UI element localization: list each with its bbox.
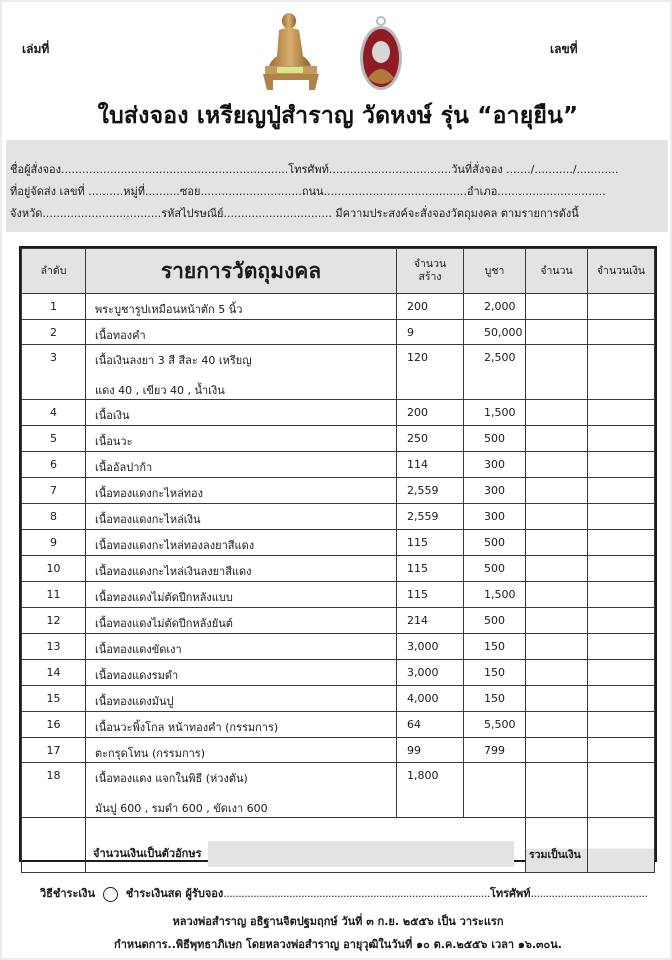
row-number: 6 <box>22 452 86 478</box>
total-label: รวมเป็นเงิน <box>529 849 581 861</box>
order-form-page <box>2 2 670 958</box>
row-order-qty-input[interactable] <box>526 763 588 818</box>
row-quantity-made: 2,559 <box>397 504 464 530</box>
table-row <box>22 763 655 818</box>
row-price: 799 <box>464 738 526 763</box>
row-item-line1: เนื้อเงิน <box>95 409 130 422</box>
table-row <box>22 320 655 345</box>
row-price: 150 <box>464 686 526 712</box>
row-amount-input[interactable] <box>588 530 655 556</box>
row-amount-input[interactable] <box>588 320 655 345</box>
row-quantity-made: 4,000 <box>397 686 464 712</box>
row-item-description <box>86 478 397 504</box>
cash-payment-radio[interactable] <box>103 887 118 902</box>
row-item-line1: เนื้อทองแดงกะไหล่เงิน <box>95 513 201 526</box>
page-title: ใบส่งจอง เหรียญปู่สำราญ วัดหงษ์ รุ่น “อายุยืน” <box>97 103 579 129</box>
row-item-description <box>86 400 397 426</box>
row-amount-input[interactable] <box>588 345 655 400</box>
customer-name-phone-date-line[interactable]: ชื่อผู้สั่งจอง.................................................................โทรศัพท์...................................วันที่สั่งจอง ......./.........../............ <box>10 163 619 176</box>
medal-image <box>358 16 404 92</box>
row-order-qty-input[interactable] <box>526 582 588 608</box>
footer-ceremony-schedule: กำหนดการ..พิธีพุทธาภิเษก โดยหลวงพ่อสำราญ อายุวุฒิในวันที่ ๑๐ ต.ค.๒๕๕๖ เวลา ๑๖.๓๐น. <box>114 938 562 951</box>
row-order-qty-input[interactable] <box>526 556 588 582</box>
row-amount-input[interactable] <box>588 556 655 582</box>
row-order-qty-input[interactable] <box>526 608 588 634</box>
total-amount-input[interactable] <box>588 818 655 873</box>
row-quantity-made: 115 <box>397 530 464 556</box>
table-row <box>22 582 655 608</box>
row-item-description <box>86 504 397 530</box>
row-quantity-made: 200 <box>397 400 464 426</box>
table-row <box>22 530 655 556</box>
row-amount-input[interactable] <box>588 738 655 763</box>
row-price: 2,500 <box>464 345 526 400</box>
row-order-qty-input[interactable] <box>526 294 588 320</box>
receiver-name-field[interactable]: ......................................................................................... <box>223 887 490 900</box>
header-price: บูชา <box>464 249 526 294</box>
row-number: 3 <box>22 345 86 400</box>
row-item-description <box>86 320 397 345</box>
row-price: 300 <box>464 452 526 478</box>
row-order-qty-input[interactable] <box>526 712 588 738</box>
row-item-line1: เนื้อทองแดงมันปู <box>95 695 174 708</box>
form-number-label: เลขที่ <box>550 42 578 56</box>
row-item-description <box>86 608 397 634</box>
row-order-qty-input[interactable] <box>526 504 588 530</box>
row-amount-input[interactable] <box>588 452 655 478</box>
row-number: 1 <box>22 294 86 320</box>
row-quantity-made: 200 <box>397 294 464 320</box>
row-quantity-made: 99 <box>397 738 464 763</box>
row-item-line1: เนื้อทองคำ <box>95 329 146 342</box>
order-table-frame <box>19 246 657 862</box>
row-order-qty-input[interactable] <box>526 738 588 763</box>
row-quantity-made: 250 <box>397 426 464 452</box>
payment-line <box>40 884 670 902</box>
row-item-description <box>86 660 397 686</box>
amount-in-words-label: จำนวนเงินเป็นตัวอักษร <box>93 847 202 860</box>
row-amount-input[interactable] <box>588 504 655 530</box>
row-number: 13 <box>22 634 86 660</box>
row-item-description <box>86 452 397 478</box>
row-price: 500 <box>464 556 526 582</box>
order-items-table <box>21 248 655 873</box>
header-made-line1: จำนวน <box>413 258 447 270</box>
row-number: 7 <box>22 478 86 504</box>
row-amount-input[interactable] <box>588 608 655 634</box>
row-order-qty-input[interactable] <box>526 345 588 400</box>
row-item-description <box>86 582 397 608</box>
footer-blessing-note: หลวงพ่อสำราญ อธิฐานจิตปฐมฤกษ์ วันที่ ๓ ก.ย. ๒๕๕๖ เป็น วาระแรก <box>172 915 504 928</box>
row-amount-input[interactable] <box>588 426 655 452</box>
table-row <box>22 478 655 504</box>
row-number: 12 <box>22 608 86 634</box>
row-item-description <box>86 738 397 763</box>
header-qty: จำนวน <box>526 249 588 294</box>
row-item-description <box>86 294 397 320</box>
row-order-qty-input[interactable] <box>526 320 588 345</box>
shipping-address-line[interactable]: ที่อยู่จัดส่ง เลขที่ ..........หมู่ที่..........ซอย.............................ถนน.........................................อำเภอ............................... <box>10 185 606 198</box>
row-item-line1: เนื้อนวะพิ้งโกล หน้าทองคำ (กรรมการ) <box>95 721 279 734</box>
row-order-qty-input[interactable] <box>526 452 588 478</box>
row-number: 5 <box>22 426 86 452</box>
cash-payment-option-label: ชำระเงินสด ผู้รับจอง <box>125 887 224 900</box>
row-price: 300 <box>464 478 526 504</box>
row-number: 15 <box>22 686 86 712</box>
row-number: 14 <box>22 660 86 686</box>
row-order-qty-input[interactable] <box>526 426 588 452</box>
table-row <box>22 738 655 763</box>
row-item-description <box>86 426 397 452</box>
row-quantity-made: 115 <box>397 556 464 582</box>
row-price: 150 <box>464 634 526 660</box>
row-number: 10 <box>22 556 86 582</box>
row-item-description <box>86 634 397 660</box>
row-item-line1: เนื้อทองแดงกะไหล่เงินลงยาสีแดง <box>95 565 252 578</box>
row-number: 16 <box>22 712 86 738</box>
row-quantity-made: 64 <box>397 712 464 738</box>
row-amount-input[interactable] <box>588 582 655 608</box>
row-quantity-made: 1,800 <box>397 763 464 818</box>
row-price: 5,500 <box>464 712 526 738</box>
row-item-description <box>86 763 397 818</box>
row-item-line2: มันปู 600 , รมดำ 600 , ขัดเงา 600 <box>95 802 268 815</box>
header-no: ลำดับ <box>22 249 86 294</box>
row-item-line1: เนื้อทองแดงขัดเงา <box>95 643 182 656</box>
row-price: 50,000 <box>464 320 526 345</box>
row-item-line1: ตะกรุดโทน (กรรมการ) <box>95 747 205 760</box>
table-header-row <box>22 249 655 294</box>
row-price: 500 <box>464 608 526 634</box>
row-order-qty-input[interactable] <box>526 478 588 504</box>
row-item-line1: เนื้อทองแดงรมดำ <box>95 669 179 682</box>
row-item-line1: เนื้อทองแดงกะไหล่ทอง <box>95 487 204 500</box>
table-row <box>22 426 655 452</box>
header-amount: จำนวนเงิน <box>588 249 655 294</box>
row-item-line1: พระบูชารูปเหมือนหน้าตัก 5 นิ้ว <box>95 303 243 316</box>
table-row <box>22 452 655 478</box>
row-quantity-made: 2,559 <box>397 478 464 504</box>
row-item-description <box>86 686 397 712</box>
row-price: 300 <box>464 504 526 530</box>
row-quantity-made: 214 <box>397 608 464 634</box>
row-price: 150 <box>464 660 526 686</box>
row-amount-input[interactable] <box>588 712 655 738</box>
table-row <box>22 400 655 426</box>
row-price: 1,500 <box>464 582 526 608</box>
row-amount-input[interactable] <box>588 660 655 686</box>
row-order-qty-input[interactable] <box>526 530 588 556</box>
row-item-line1: เนื้อทองแดงกะไหล่ทองลงยาสีแดง <box>95 539 255 552</box>
row-number: 4 <box>22 400 86 426</box>
customer-info-section <box>6 140 668 232</box>
row-item-description <box>86 530 397 556</box>
total-label-cell <box>526 818 588 873</box>
row-quantity-made: 9 <box>397 320 464 345</box>
book-number-label: เล่มที่ <box>22 42 50 56</box>
row-item-description <box>86 712 397 738</box>
table-row <box>22 634 655 660</box>
row-price: 500 <box>464 530 526 556</box>
row-amount-input[interactable] <box>588 763 655 818</box>
row-price: 2,000 <box>464 294 526 320</box>
row-price: 1,500 <box>464 400 526 426</box>
monk-statue-image <box>257 10 325 94</box>
row-item-line1: เนื้อนวะ <box>95 435 133 448</box>
row-order-qty-input[interactable] <box>526 634 588 660</box>
row-amount-input[interactable] <box>588 686 655 712</box>
row-item-line1: เนื้อทองแดงไม่ตัดปีกหลังยันต์ <box>95 617 233 630</box>
row-item-line2: แดง 40 , เขียว 40 , น้ำเงิน <box>95 384 225 397</box>
table-row <box>22 608 655 634</box>
payment-method-label: วิธีชำระเงิน <box>40 887 95 900</box>
row-number: 18 <box>22 763 86 818</box>
amount-in-words-input[interactable] <box>208 841 514 867</box>
header-made <box>397 249 464 294</box>
row-amount-input[interactable] <box>588 400 655 426</box>
row-quantity-made: 120 <box>397 345 464 400</box>
row-item-description <box>86 556 397 582</box>
header-item: รายการวัตถุมงคล <box>86 249 397 294</box>
row-quantity-made: 3,000 <box>397 660 464 686</box>
table-row <box>22 660 655 686</box>
table-row <box>22 686 655 712</box>
row-item-description <box>86 345 397 400</box>
row-quantity-made: 115 <box>397 582 464 608</box>
row-number: 9 <box>22 530 86 556</box>
total-row-no-cell <box>22 818 86 873</box>
row-item-line1: เนื้อทองแดง แจกในพิธี (ห่วงตัน) <box>95 772 248 785</box>
row-amount-input[interactable] <box>588 634 655 660</box>
province-postcode-line[interactable]: จังหวัด..................................รหัสไปรษณีย์............................... มีความประสงค์จะสั่งจองวัตถุมงคล ตามรายการดังนี้ <box>10 207 579 220</box>
row-amount-input[interactable] <box>588 478 655 504</box>
row-order-qty-input[interactable] <box>526 660 588 686</box>
receiver-phone-field[interactable]: ....................................... <box>530 887 648 900</box>
row-price: 500 <box>464 426 526 452</box>
row-quantity-made: 114 <box>397 452 464 478</box>
row-number: 8 <box>22 504 86 530</box>
row-number: 17 <box>22 738 86 763</box>
row-item-line1: เนื้อทองแดงไม่ตัดปีกหลังแบบ <box>95 591 233 604</box>
amount-in-words-cell <box>86 818 526 873</box>
row-item-line1: เนื้อเงินลงยา 3 สี สีละ 40 เหรียญ <box>95 354 252 367</box>
row-item-line1: เนื้ออัลปาก้า <box>95 461 153 474</box>
table-row <box>22 504 655 530</box>
row-amount-input[interactable] <box>588 294 655 320</box>
header-made-line2: สร้าง <box>418 271 442 283</box>
receiver-phone-label: โทรศัพท์ <box>489 887 531 900</box>
row-quantity-made: 3,000 <box>397 634 464 660</box>
row-number: 2 <box>22 320 86 345</box>
table-row <box>22 294 655 320</box>
row-price <box>464 763 526 818</box>
table-row <box>22 712 655 738</box>
table-row <box>22 556 655 582</box>
row-order-qty-input[interactable] <box>526 686 588 712</box>
row-order-qty-input[interactable] <box>526 400 588 426</box>
total-row <box>22 818 655 873</box>
row-number: 11 <box>22 582 86 608</box>
table-row <box>22 345 655 400</box>
